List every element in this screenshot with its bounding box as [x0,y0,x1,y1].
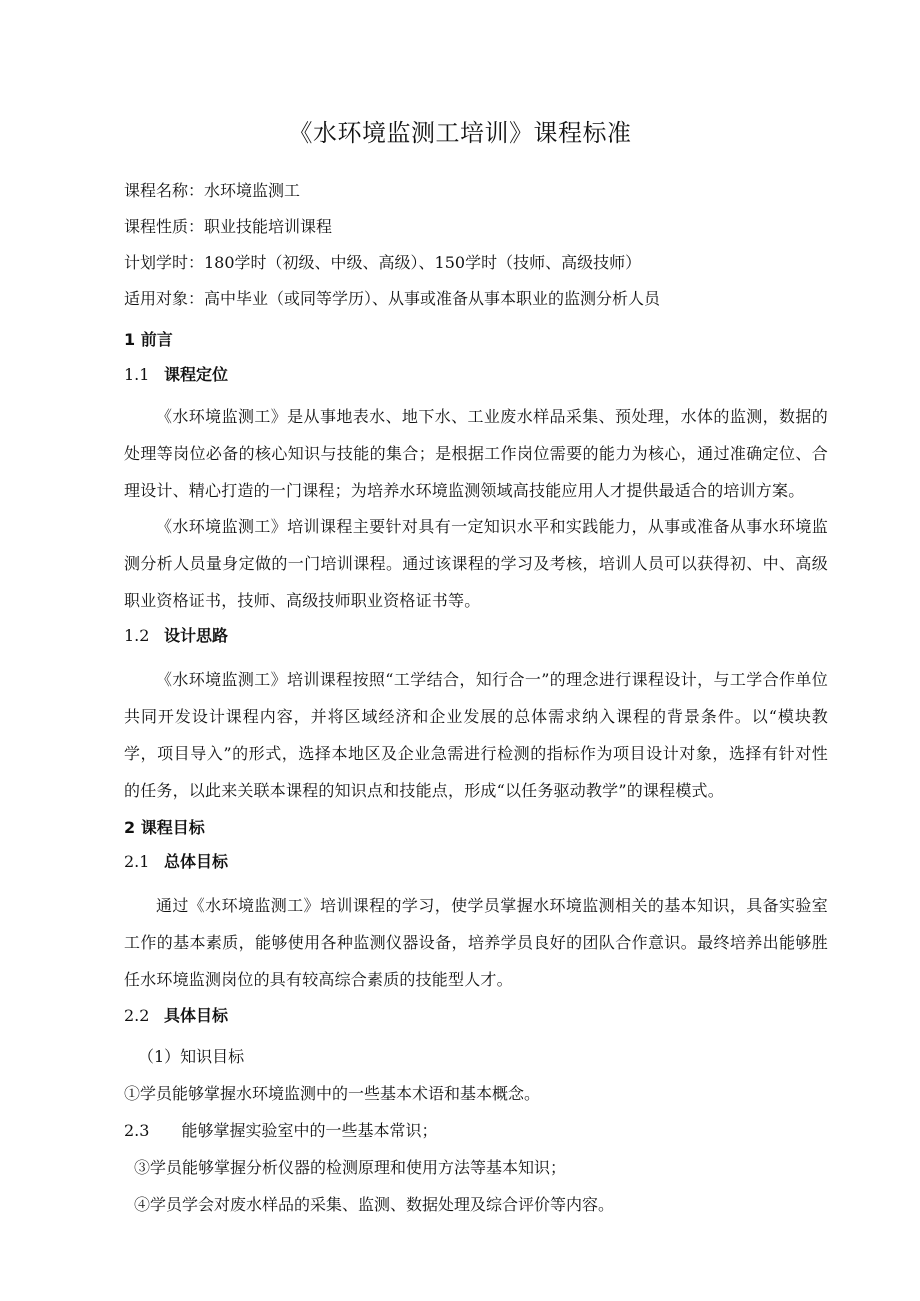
paragraph-overall-goal: 通过《水环境监测工》培训课程的学习，使学员掌握水环境监测相关的基本知识，具备实验室工作的基本素质，能够使用各种监测仪器设备，培养学员良好的团队合作意识。最终培养出能够胜任水环境监测岗位的具有较高综合素质的技能型人才。 [124,896,828,989]
paragraph-course-positioning-2: 《水环境监测工》培训课程主要针对具有一定知识水平和实践能力，从事或准备从事水环境监测分析人员量身定做的一门培训课程。通过该课程的学习及考核，培训人员可以获得初、中、高级职业资格证书，技师、高级技师职业资格证书等。 [124,517,828,610]
section-2-1-heading [124,851,228,873]
section-number: 1.1 [124,365,150,384]
planned-hours: 计划学时：180学时（初级、中级、高级）、150学时（技师、高级技师） [124,253,642,272]
course-nature: 课程性质：职业技能培训课程 [124,217,333,236]
section-number: 2.2 [124,1006,150,1025]
paragraph-design-approach: 《水环境监测工》培训课程按照“工学结合，知行合一”的理念进行课程设计，与工学合作单位共同开发设计课程内容，并将区域经济和企业发展的总体需求纳入课程的背景条件。以“模块教学，项目导入”的形式，选择本地区及企业急需进行检测的指标作为项目设计对象，选择有针对性的任务，以此来关联本课程的知识点和技能点，形成“以任务驱动教学”的课程模式。 [124,670,828,800]
section-1-heading: 1 前言 [124,330,173,349]
knowledge-goal-heading: （1）知识目标 [138,1047,245,1066]
paragraph-course-positioning-1: 《水环境监测工》是从事地表水、地下水、工业废水样品采集、预处理，水体的监测，数据的处理等岗位必备的核心知识与技能的集合；是根据工作岗位需要的能力为核心，通过准确定位、合理设计、精心打造的一门课程；为培养水环境监测领域高技能应用人才提供最适合的培训方案。 [124,407,828,500]
course-name: 课程名称：水环境监测工 [124,181,301,200]
section-number: 2.1 [124,852,150,871]
section-2-2-heading [124,1005,228,1027]
section-1-2-heading [124,625,228,647]
section-title: 课程定位 [164,365,229,384]
section-1-1-heading [124,364,228,386]
section-title: 具体目标 [164,1006,229,1025]
section-number: 1.2 [124,626,150,645]
list-item: ③学员能够掌握分析仪器的检测原理和使用方法等基本知识； [134,1158,567,1177]
section-title: 总体目标 [164,852,229,871]
document-title: 《水环境监测工培训》课程标准 [288,119,632,147]
list-item: ①学员能够掌握水环境监测中的一些基本术语和基本概念。 [124,1084,541,1103]
list-item: ④学员学会对废水样品的采集、监测、数据处理及综合评价等内容。 [134,1195,615,1214]
section-2-heading: 2 课程目标 [124,818,205,837]
list-item: 2.3 能够掌握实验室中的一些基本常识； [124,1121,438,1140]
target-audience: 适用对象：高中毕业（或同等学历）、从事或准备从事本职业的监测分析人员 [124,289,661,308]
section-title: 设计思路 [164,626,229,645]
